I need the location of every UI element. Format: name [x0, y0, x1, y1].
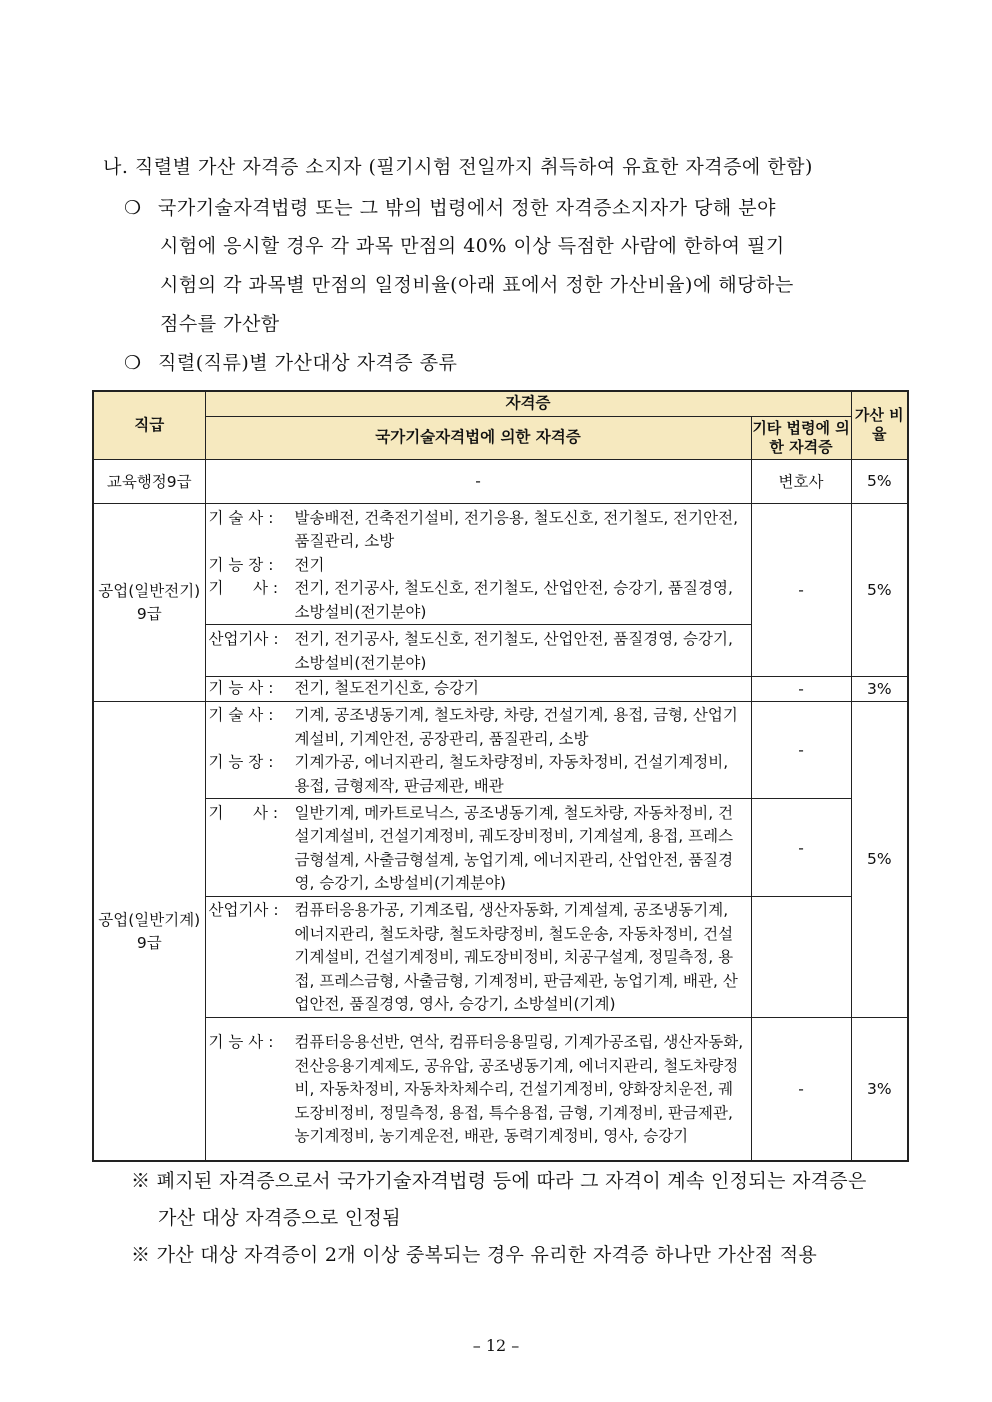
- rank-cell: [93, 503, 205, 702]
- bullet-item-2: [124, 348, 457, 375]
- header-national: 국가기술자격법에 의한 자격증: [205, 416, 751, 459]
- page-number: – 12 –: [472, 1336, 520, 1355]
- other-cell: -: [751, 677, 851, 702]
- note-text: 가산 대상 자격증이 2개 이상 중복되는 경우 유리한 자격증 하나만 가산점 적용: [156, 1244, 818, 1266]
- bullet-text: 점수를 가산함: [160, 313, 280, 335]
- ratio-cell: 5%: [851, 702, 908, 1018]
- cert-line: 산업기사 : 컴퓨터응용가공, 기계조립, 생산자동화, 기계설계, 공조냉동기계, 에너지관리, 철도차량, 철도차량정비, 철도운송, 자동차정비, 건설기계설비, 건설기계정비, 궤도장비정비, 치공구설계, 정밀측정, 용접, 프레스금형, 사출금형, 기계정비, 판금제관, 농업기계, 배관, 산업안전, 품질경영, 영사, 승강기, 소방설비(기계): [208, 901, 738, 1013]
- cert-line: 기 사 : 전기, 전기공사, 철도신호, 전기철도, 산업안전, 승강기, 품질경영, 소방설비(전기분야): [208, 579, 733, 621]
- ratio-cell: 5%: [851, 459, 908, 503]
- cert-line: 산업기사 : 전기, 전기공사, 철도신호, 전기철도, 산업안전, 품질경영, 승강기, 소방설비(전기분야): [208, 630, 733, 672]
- rank-grade: 9급: [136, 934, 162, 952]
- cert-line: 기 능 사 : 전기, 철도전기신호, 승강기: [208, 679, 479, 698]
- national-cell: [205, 677, 751, 702]
- national-cell: [205, 503, 751, 625]
- national-cell: [205, 897, 751, 1018]
- cert-line: 기 술 사 : 발송배전, 건축전기설비, 전기응용, 철도신호, 전기철도, 전기안전, 품질관리, 소방: [208, 508, 738, 550]
- national-cell: [205, 1017, 751, 1161]
- note-2: [131, 1240, 817, 1267]
- header-ratio: 가산 비율: [851, 391, 908, 459]
- rank-grade: 9급: [136, 605, 162, 624]
- cert-line: 기 능 사 : 컴퓨터응용선반, 연삭, 컴퓨터응용밀링, 기계가공조립, 생산자동화, 전산응용기계제도, 공유압, 공조냉동기계, 에너지관리, 철도차량정비, 자동차정비, 자동차차체수리, 건설기계정비, 양화장치운전, 궤도장비정비, 정밀측정, 용접, 특수용접, 금형, 기계정비, 판금제관, 농기계정비, 농기계운전, 배관, 동력기계정비, 영사, 승강기: [208, 1033, 744, 1145]
- other-cell: -: [751, 503, 851, 677]
- other-cell: [751, 897, 851, 1018]
- rank-cell: 교육행정9급: [93, 459, 205, 503]
- header-rank: 직급: [93, 391, 205, 459]
- bullet-text: 직렬(직류)별 가산대상 자격증 종류: [158, 352, 458, 374]
- bullet-text: 시험의 각 과목별 만점의 일정비율(아래 표에서 정한 가산비율)에 해당하는: [160, 274, 794, 296]
- other-cell: -: [751, 1017, 851, 1161]
- cert-line: 기 능 장 : 전기: [208, 555, 325, 574]
- reference-mark-icon: ※: [131, 1244, 151, 1266]
- header-other: 기타 법령에 의한 자격증: [751, 416, 851, 459]
- cert-line: 기 술 사 : 기계, 공조냉동기계, 철도차량, 차량, 건설기계, 용접, 금형, 산업기계설비, 기계안전, 공장관리, 품질관리, 소방: [208, 706, 738, 748]
- national-cell: [205, 702, 751, 799]
- other-cell: -: [751, 799, 851, 897]
- other-cell: -: [751, 702, 851, 799]
- certificate-table: [92, 390, 909, 1162]
- bullet-item-1: [124, 193, 776, 220]
- note-1: [131, 1166, 867, 1193]
- ratio-cell: 3%: [851, 677, 908, 702]
- circle-bullet-icon: ❍: [124, 352, 142, 374]
- cert-line: 기 사 : 일반기계, 메카트로닉스, 공조냉동기계, 철도차량, 자동차정비, 건설기계설비, 건설기계정비, 궤도장비정비, 기계설계, 용접, 프레스금형설계, 사출금형설계, 농업기계, 에너지관리, 산업안전, 품질경영, 승강기, 소방설비(기계분야): [208, 803, 734, 892]
- bullet-text: 시험에 응시할 경우 각 과목 만점의 40% 이상 득점한 사람에 한하여 필기: [160, 235, 785, 257]
- note-text: 가산 대상 자격증으로 인정됨: [158, 1207, 401, 1229]
- ratio-cell: 3%: [851, 1017, 908, 1161]
- ratio-cell: 5%: [851, 503, 908, 677]
- note-text: 폐지된 자격증으로서 국가기술자격법령 등에 따라 그 자격이 계속 인정되는 자격증은: [156, 1170, 867, 1192]
- national-cell: [205, 799, 751, 897]
- national-cell: [205, 625, 751, 677]
- cert-line: 기 능 장 : 기계가공, 에너지관리, 철도차량정비, 자동차정비, 건설기계정비, 용접, 금형제작, 판금제관, 배관: [208, 753, 729, 795]
- rank-cell: [93, 702, 205, 1162]
- rank-name: 공업(일반전기): [98, 582, 201, 601]
- national-cell: -: [205, 459, 751, 503]
- bullet-text: 국가기술자격법령 또는 그 밖의 법령에서 정한 자격증소지자가 당해 분야: [158, 197, 776, 219]
- rank-name: 공업(일반기계): [98, 911, 201, 929]
- header-cert: 자격증: [205, 391, 851, 416]
- other-cell: 변호사: [751, 459, 851, 503]
- section-heading: 나. 직렬별 가산 자격증 소지자 (필기시험 전일까지 취득하여 유효한 자격증에 한함): [103, 156, 813, 178]
- reference-mark-icon: ※: [131, 1170, 151, 1192]
- circle-bullet-icon: ❍: [124, 197, 142, 219]
